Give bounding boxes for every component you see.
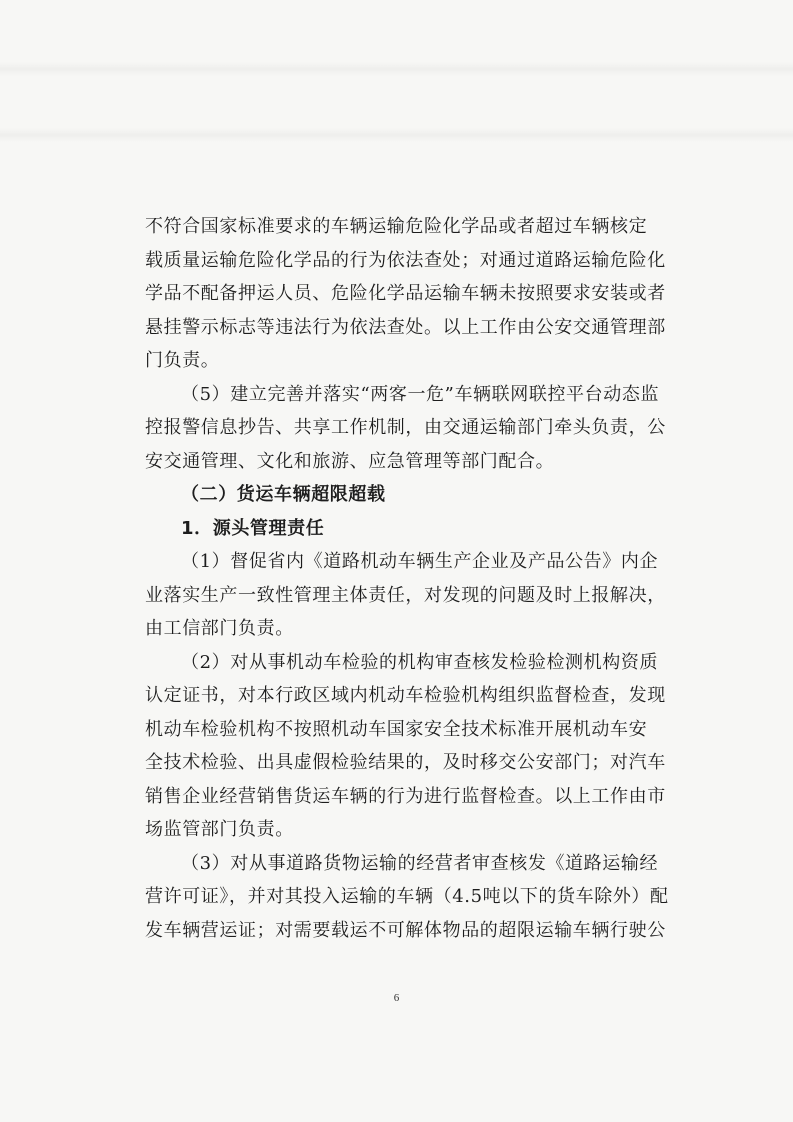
text-line: 业落实生产一致性管理主体责任，对发现的问题及时上报解决， — [145, 584, 666, 606]
text-line: 销售企业经营销售货运车辆的行为进行监督检查。以上工作由市 — [145, 785, 666, 807]
scan-artifact — [0, 128, 793, 142]
text-line: 全技术检验、出具虚假检验结果的，及时移交公安部门；对汽车 — [145, 752, 666, 773]
text-line: 门负责。 — [145, 350, 220, 371]
text-line: 发车辆营运证；对需要载运不可解体物品的超限运输车辆行驶公 — [145, 919, 666, 941]
text-line: 学品不配备押运人员、危险化学品运输车辆未按照要求安装或者 — [145, 283, 666, 304]
text-line: 悬挂警示标志等违法行为依法查处。以上工作由公安交通管理部 — [145, 316, 666, 338]
section-heading: （二）货运车辆超限超载 — [181, 484, 386, 505]
text-line: 安交通管理、文化和旅游、应急管理等部门配合。 — [145, 450, 555, 472]
text-line: （3）对从事道路货物运输的经营者审查核发《道路运输经 — [181, 852, 659, 874]
text-line: （5）建立完善并落实“两客一危”车辆联网联控平台动态监 — [181, 383, 660, 405]
text-line: （2）对从事机动车检验的机构审查核发检验检测机构资质 — [181, 651, 659, 673]
document-body — [145, 210, 669, 947]
text-line: 营许可证》，并对其投入运输的车辆（4.5吨以下的货车除外）配 — [145, 886, 669, 907]
text-line: 场监管部门负责。 — [145, 819, 294, 840]
text-line: 载质量运输危险化学品的行为依法查处；对通过道路运输危险化 — [145, 249, 666, 271]
text-line: 认定证书，对本行政区域内机动车检验机构组织监督检查，发现 — [145, 685, 666, 706]
text-line: （1）督促省内《道路机动车辆生产企业及产品公告》内企 — [181, 551, 659, 572]
scan-artifact — [0, 62, 793, 76]
page-number: 6 — [393, 992, 400, 1004]
text-line: 不符合国家标准要求的车辆运输危险化学品或者超过车辆核定 — [145, 216, 648, 237]
text-line: 机动车检验机构不按照机动车国家安全技术标准开展机动车安 — [145, 718, 648, 740]
text-line: 由工信部门负责。 — [145, 618, 294, 639]
section-heading: 1．源头管理责任 — [181, 517, 325, 539]
text-line: 控报警信息抄告、共享工作机制，由交通运输部门牵头负责，公 — [145, 417, 666, 438]
